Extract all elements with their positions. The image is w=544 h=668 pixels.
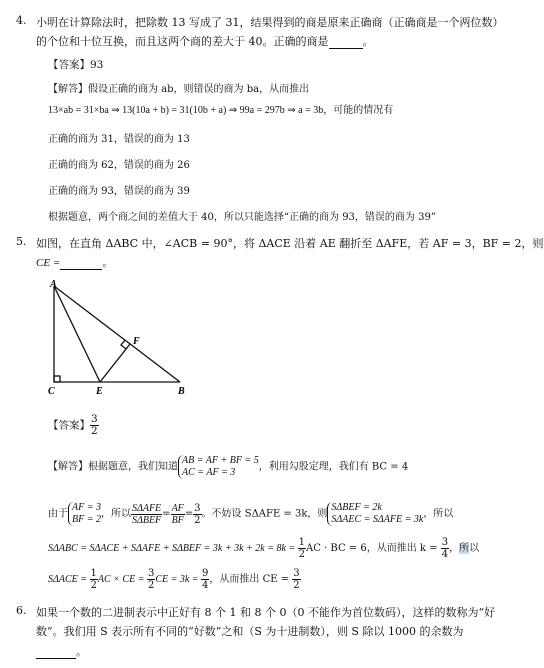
q5-answer: [48, 414, 99, 437]
q4-answer-blank: [329, 35, 363, 49]
q4-conclusion: 根据题意，两个商之间的差值大于 40，所以只能选择“正确的商为 93，错误的商为 39”: [48, 212, 436, 223]
q5-half-2: $\frac{1}{2}$: [90, 568, 97, 591]
q5-sol-after-sys1: ，利用勾股定理，我们有 BC = 4: [258, 461, 409, 473]
q5-answer-prefix: 【答案】: [48, 419, 90, 432]
label-e: E: [96, 386, 103, 397]
q4-case-3: 正确的商为 93，错误的商为 39: [48, 186, 190, 197]
q4-answer: 【答案】93: [48, 59, 104, 71]
q6-text-line2: 数”。我们用 S 表示所有不同的“好数”之和（S 为十进制数），则 S 除以 1000 的余数为: [36, 625, 464, 638]
label-c: C: [48, 386, 55, 397]
q6-number: 6.: [16, 604, 27, 617]
q4-case-2: 正确的商为 62，错误的商为 26: [48, 160, 190, 171]
q6-text-line1: 如果一个数的二进制表示中正好有 8 个 1 和 8 个 0（0 不能作为首位数码），这样的数称为“好: [36, 606, 496, 619]
q4-case-1: 正确的商为 31，错误的商为 13: [48, 134, 190, 145]
q5-text-line1: 如图，在直角 ΔABC 中，∠ACB = 90°，将 ΔACE 沿着 AE 翻折至 ΔAFE，若 AF = 3，BF = 2，则: [36, 237, 544, 250]
q5-solution-line1: [48, 455, 408, 479]
q5-text-line2a: CE =: [36, 257, 61, 269]
q5-three-halves: $\frac{3}{2}$: [194, 502, 201, 526]
segment-ab: [54, 286, 180, 382]
q5-ce-value: $\frac{3}{2}$: [293, 568, 300, 591]
q5-system-3: SΔBEF = 2k SΔAEC = SΔAFE = 3k: [327, 502, 423, 526]
label-b: B: [178, 386, 185, 397]
q5-k-value: $\frac{3}{4}$: [441, 537, 449, 560]
q4-solution-line2: 13×ab = 31×ba ⇒ 13(10a + b) = 31(10b + a) ⇒ 99a = 297b ⇒ a = 3b，可能的情况有: [48, 105, 394, 116]
q5-solution-line4: SΔACE = $\frac{1}{2}$ AC × CE = $\frac{3}{2}$ CE = 3k = $\frac{9}{4}$ ，从而推出 CE = $\frac{3}{2}$: [48, 568, 300, 591]
highlighted-char: 所: [459, 543, 470, 554]
q5-af-bf-ratio: $\frac{AF}{BF}$: [171, 502, 184, 526]
triangle-figure: [44, 278, 194, 400]
segment-ae: [54, 286, 100, 382]
q5-system-2: AF = 3 BF = 2: [68, 502, 101, 526]
q5-answer-fraction: $\frac{3}{2}$: [91, 413, 98, 437]
q4-text-line1: 小明在计算除法时，把除数 13 写成了 31，结果得到的商是原来正确商（正确商是一个两位数）: [36, 16, 504, 29]
q5-solution-line2: 由于 AF = 3 BF = 2 ，所以 $\frac{\text{SΔAFE}}{\text{SΔBEF}}$ = $\frac{AF}{BF}$ = $\frac{3}{2}$ 。不妨设 SΔAFE = 3k，则 SΔBEF = 2k SΔAEC = SΔAFE = 3k ，所以: [48, 502, 454, 526]
q5-three-halves-2: $\frac{3}{2}$: [147, 568, 155, 591]
q5-answer-blank: [60, 256, 102, 270]
segment-ef: [100, 344, 130, 382]
q5-text-line2: [36, 254, 113, 270]
label-f: F: [133, 336, 140, 347]
q6-answer-blank: [36, 645, 76, 659]
q5-number: 5.: [16, 235, 27, 248]
q5-half-1: $\frac{1}{2}$: [298, 537, 306, 560]
label-a: A: [50, 279, 57, 290]
q5-text-line2b: 。: [102, 256, 114, 269]
q4-text-line2b: 。: [362, 35, 374, 48]
right-angle-f: [121, 340, 126, 349]
q4-text-line2: [36, 33, 374, 49]
q4-solution-line1: 【解答】假设正确的商为 ab，则错误的商为 ba，从而推出: [48, 84, 310, 95]
q5-area-ratio: $\frac{\text{SΔAFE}}{\text{SΔBEF}}$: [131, 502, 162, 526]
q6-text-line3: 。: [36, 643, 87, 659]
right-angle-c: [54, 376, 60, 382]
q5-sol-prefix: 【解答】根据题意，我们知道: [48, 461, 178, 473]
q4-number: 4.: [16, 14, 27, 27]
q5-solution-line3: SΔABC = SΔACE + SΔAFE + SΔBEF = 3k + 3k + 2k = 8k = $\frac{1}{2}$ AC · BC = 6，从而推出 k = $\frac{3}{4}$ ，所以: [48, 537, 480, 560]
q4-text-line2a: 的个位和十位互换，而且这两个商的差大于 40。正确的商是: [36, 35, 329, 48]
q5-system-1: AB = AF + BF = 5 AC = AF = 3: [178, 455, 259, 479]
q5-nine-quarters: $\frac{9}{4}$: [202, 568, 209, 591]
